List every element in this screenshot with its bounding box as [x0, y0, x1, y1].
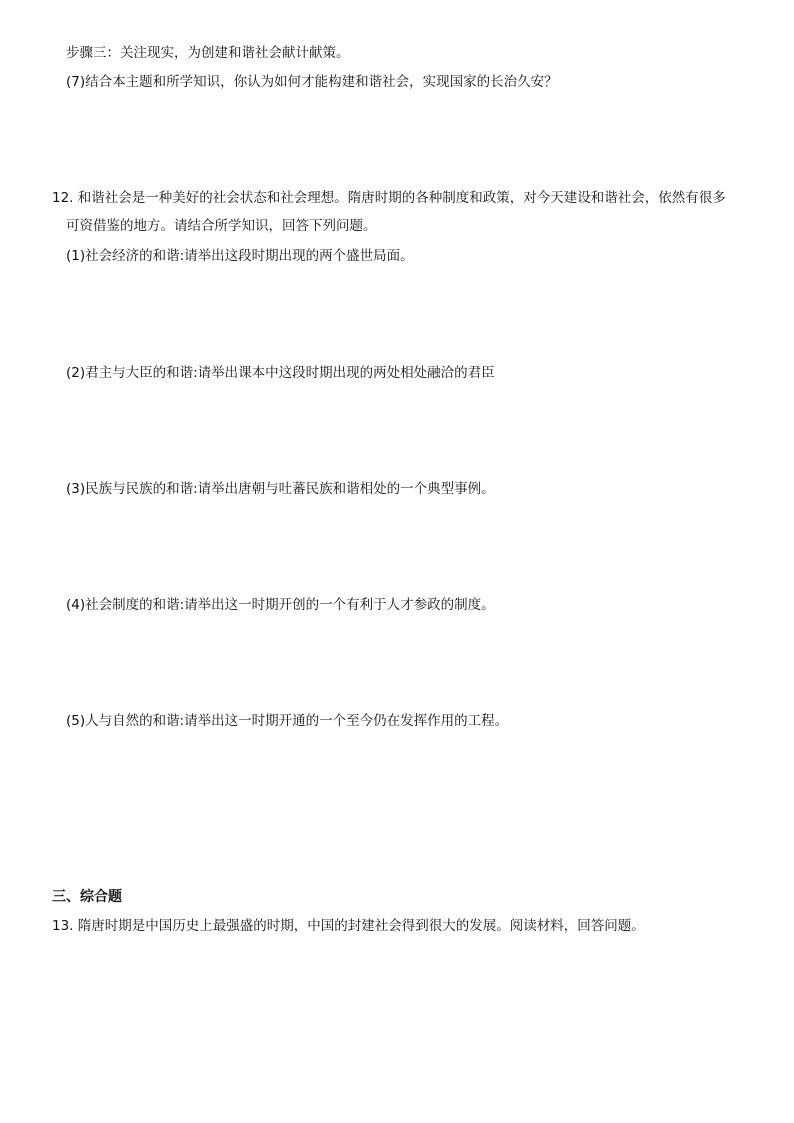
question-12-part-3: (3)民族与民族的和谐:请举出唐朝与吐蕃民族和谐相处的一个典型事例。: [66, 481, 495, 497]
question-12-line-2: 可资借鉴的地方。请结合所学知识，回答下列问题。: [66, 218, 377, 234]
question-7: (7)结合本主题和所学知识，你认为如何才能构建和谐社会，实现国家的长治久安？: [66, 74, 558, 90]
question-12-line-1: 12. 和谐社会是一种美好的社会状态和社会理想。隋唐时期的各种制度和政策，对今天建设和谐社会，依然有很多: [52, 190, 726, 206]
section-heading-comprehensive: 三、综合题: [52, 889, 122, 905]
question-13: 13. 隋唐时期是中国历史上最强盛的时期，中国的封建社会得到很大的发展。阅读材料，回答问题。: [52, 918, 645, 934]
question-12-part-1: (1)社会经济的和谐:请举出这段时期出现的两个盛世局面。: [66, 248, 414, 264]
question-12-part-5: (5)人与自然的和谐:请举出这一时期开通的一个至今仍在发挥作用的工程。: [66, 713, 509, 729]
question-12-part-2: (2)君主与大臣的和谐:请举出课本中这段时期出现的两处相处融洽的君臣: [66, 365, 495, 381]
question-12-part-4: (4)社会制度的和谐:请举出这一时期开创的一个有利于人才参政的制度。: [66, 597, 495, 613]
step-three-text: 步骤三：关注现实，为创建和谐社会献计献策。: [66, 45, 350, 61]
